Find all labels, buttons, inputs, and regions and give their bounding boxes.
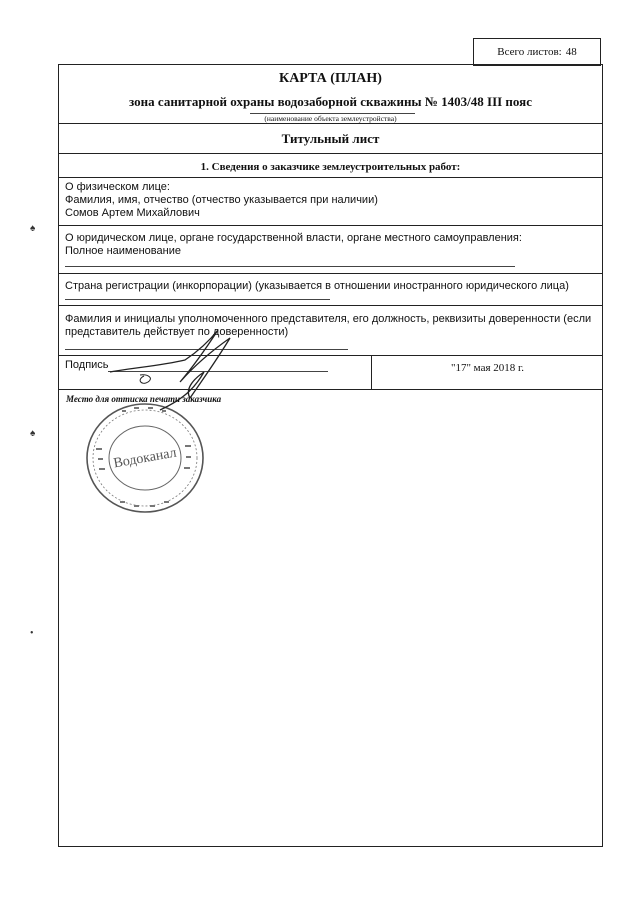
representative-line-1: Фамилия и инициалы уполномоченного представителя, его должность, реквизиты доверенности (если (65, 313, 592, 325)
stamp-place-label: Место для оттиска печати заказчика (66, 394, 222, 404)
individual-name-value: Сомов Артем Михайлович (65, 207, 200, 219)
signature-date: "17" мая 2018 г. (450, 362, 525, 374)
registration-underline (65, 299, 330, 300)
registration-label: Страна регистрации (инкорпорации) (указывается в отношении иностранного юридического лица) (65, 280, 569, 292)
divider-section (58, 153, 603, 154)
stamp-text: Водоканал (112, 445, 178, 472)
document-subtitle: зона санитарной охраны водозаборной скважины № 1403/48 III пояс (129, 94, 532, 109)
margin-mark: ♠ (30, 223, 36, 234)
section-heading: 1. Сведения о заказчике землеустроительных работ: (200, 161, 461, 173)
sheets-count: 48 (565, 46, 577, 58)
handwritten-signature (100, 320, 260, 420)
legal-entity-label: О юридическом лице, органе государственной власти, органе местного самоуправления: (65, 232, 522, 244)
margin-mark: • (30, 628, 34, 639)
document-title: КАРТА (ПЛАН) (279, 71, 382, 86)
individual-name-label: Фамилия, имя, отчество (отчество указывается при наличии) (65, 194, 378, 206)
legal-name-underline (65, 266, 515, 267)
divider-registration (58, 305, 603, 306)
margin-mark: ♠ (30, 428, 36, 439)
sheets-count-box (473, 38, 601, 66)
signature-label: Подпись (65, 359, 109, 371)
divider-heading (58, 177, 603, 178)
section-title: Титульный лист (281, 131, 380, 146)
divider-title (58, 123, 603, 124)
sheets-label: Всего листов: (497, 46, 562, 58)
legal-full-name-label: Полное наименование (65, 245, 181, 257)
subtitle-caption: (наименование объекта землеустройства) (264, 114, 397, 123)
caption-underline (250, 113, 415, 114)
divider-individual (58, 225, 603, 226)
individual-label: О физическом лице: (65, 181, 170, 193)
divider-legal (58, 273, 603, 274)
representative-line-2: представитель действует по доверенности) (65, 326, 289, 338)
